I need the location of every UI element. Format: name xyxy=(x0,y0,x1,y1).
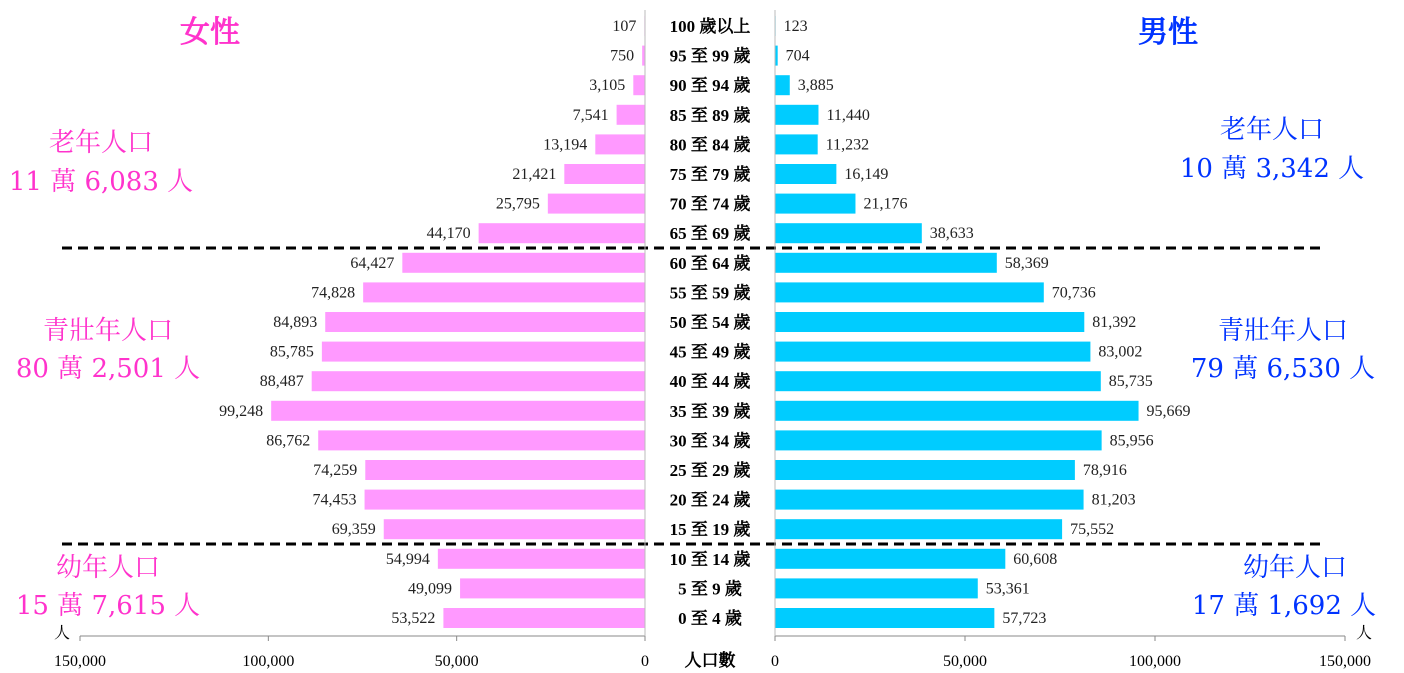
age-label-20-24: 20 至 24 歲 xyxy=(669,490,751,510)
male-bar-15-19 xyxy=(775,519,1062,539)
male-bar-5-9 xyxy=(775,578,978,598)
female-value-label: 49,099 xyxy=(408,580,453,598)
male-value-label: 58,369 xyxy=(1004,254,1049,272)
female-bar-5-9 xyxy=(460,578,645,598)
female-elderly-label: 老年人口 xyxy=(48,128,154,158)
female-bar-10-14 xyxy=(438,549,645,569)
age-label-85-89: 85 至 89 歲 xyxy=(669,105,751,125)
age-label-50-54: 50 至 54 歲 xyxy=(669,313,751,332)
female-working-label: 青壯年人口 xyxy=(42,316,174,346)
female-value-label: 21,421 xyxy=(512,166,557,183)
male-bar-10-14 xyxy=(775,549,1005,569)
female-bar-30-34 xyxy=(318,430,645,450)
female-bar-60-64 xyxy=(402,253,645,273)
male-value-label: 81,392 xyxy=(1092,314,1137,331)
female-bar-45-49 xyxy=(322,342,645,362)
female-bar-25-29 xyxy=(365,460,645,480)
female-bar-20-24 xyxy=(365,490,645,510)
female-bar-75-79 xyxy=(564,164,645,184)
male-value-label: 70,736 xyxy=(1051,284,1096,302)
male-youth-label: 幼年人口 xyxy=(1242,553,1348,583)
male-bar-55-59 xyxy=(775,282,1044,302)
male-value-label: 11,232 xyxy=(825,136,870,154)
age-label-30-34: 30 至 34 歲 xyxy=(669,431,751,451)
female-bar-65-69 xyxy=(479,223,645,243)
male-bar-45-49 xyxy=(775,342,1090,362)
x-tick-label-left: 0 xyxy=(641,653,649,670)
male-value-label: 85,956 xyxy=(1109,432,1154,450)
male-value-label: 95,669 xyxy=(1146,402,1191,420)
female-value-label: 750 xyxy=(610,47,635,65)
female-value-label: 25,795 xyxy=(495,195,540,213)
age-label-35-39: 35 至 39 歲 xyxy=(669,401,751,421)
male-value-label: 60,608 xyxy=(1013,550,1058,568)
male-working-label: 青壯年人口 xyxy=(1217,316,1349,346)
age-label-15-19: 15 至 19 歲 xyxy=(669,520,751,540)
male-bar-90-94 xyxy=(775,75,790,95)
age-group-labels xyxy=(670,16,751,628)
female-bar-70-74 xyxy=(548,194,645,214)
female-value-label: 99,248 xyxy=(219,402,264,420)
female-bar-50-54 xyxy=(325,312,645,332)
x-tick-label-left: 150,000 xyxy=(54,653,106,670)
male-value-label: 85,735 xyxy=(1108,373,1153,391)
female-bar-0-4 xyxy=(443,608,645,628)
female-value-label: 69,359 xyxy=(331,521,376,539)
male-bar-70-74 xyxy=(775,194,855,214)
female-bar-35-39 xyxy=(271,401,645,421)
age-label-70-74: 70 至 74 歲 xyxy=(669,194,751,214)
age-label-80-84: 80 至 84 歲 xyxy=(669,135,751,155)
female-value-label: 85,785 xyxy=(269,343,314,361)
age-label-40-44: 40 至 44 歲 xyxy=(669,372,751,392)
female-value-label: 86,762 xyxy=(266,432,311,450)
female-value-label: 64,427 xyxy=(350,254,395,272)
age-label-25-29: 25 至 29 歲 xyxy=(669,461,751,480)
female-elderly-total: 11 萬 6,083 人 xyxy=(8,167,194,197)
male-bar-35-39 xyxy=(775,401,1139,421)
male-bar-20-24 xyxy=(775,490,1084,510)
male-value-label: 78,916 xyxy=(1082,462,1127,479)
female-title: 女性 xyxy=(180,15,240,50)
male-value-label: 11,440 xyxy=(826,106,870,124)
female-value-label: 3,105 xyxy=(589,77,626,95)
male-youth-total: 17 萬 1,692 人 xyxy=(1191,591,1377,621)
x-tick-label-right: 100,000 xyxy=(1129,653,1181,670)
male-bar-0-4 xyxy=(775,608,994,628)
age-label-65-69: 65 至 69 歲 xyxy=(669,224,751,244)
female-youth-total: 15 萬 7,615 人 xyxy=(15,591,201,621)
male-value-label: 75,552 xyxy=(1070,521,1115,539)
x-tick-label-left: 50,000 xyxy=(434,653,479,670)
male-bars xyxy=(775,16,1191,628)
male-value-label: 3,885 xyxy=(797,77,834,95)
female-value-label: 74,453 xyxy=(312,491,357,509)
male-bar-30-34 xyxy=(775,430,1102,450)
female-value-label: 74,259 xyxy=(313,462,358,479)
male-value-label: 81,203 xyxy=(1091,491,1136,509)
female-bar-85-89 xyxy=(617,105,645,125)
x-tick-label-right: 0 xyxy=(771,653,779,670)
age-label-55-59: 55 至 59 歲 xyxy=(669,283,751,303)
female-bar-15-19 xyxy=(384,519,645,539)
female-value-label: 54,994 xyxy=(385,550,430,568)
male-working-total: 79 萬 6,530 人 xyxy=(1190,354,1376,384)
female-value-label: 53,522 xyxy=(391,610,436,627)
age-label-45-49: 45 至 49 歲 xyxy=(669,342,751,362)
male-bar-75-79 xyxy=(775,164,836,184)
x-axis-unit-right: 人 xyxy=(1355,625,1373,642)
female-youth-label: 幼年人口 xyxy=(55,553,161,583)
age-label-5-9: 5 至 9 歲 xyxy=(678,579,742,599)
male-title: 男性 xyxy=(1138,15,1198,50)
male-value-label: 53,361 xyxy=(985,580,1030,598)
female-value-label: 74,828 xyxy=(311,284,356,302)
female-value-label: 13,194 xyxy=(543,136,588,154)
male-bar-65-69 xyxy=(775,223,922,243)
female-bar-90-94 xyxy=(633,75,645,95)
male-bar-85-89 xyxy=(775,105,818,125)
female-bar-80-84 xyxy=(595,134,645,154)
male-elderly-label: 老年人口 xyxy=(1219,115,1325,145)
female-value-label: 84,893 xyxy=(273,314,318,331)
x-tick-label-right: 50,000 xyxy=(943,653,987,670)
male-bar-25-29 xyxy=(775,460,1075,480)
age-label-95-99: 95 至 99 歲 xyxy=(669,46,751,66)
male-value-label: 704 xyxy=(785,47,810,65)
female-value-label: 44,170 xyxy=(426,225,471,243)
male-value-label: 21,176 xyxy=(863,195,908,213)
male-bar-60-64 xyxy=(775,253,997,273)
female-working-total: 80 萬 2,501 人 xyxy=(15,354,201,384)
female-value-label: 107 xyxy=(612,18,637,35)
male-elderly-total: 10 萬 3,342 人 xyxy=(1179,154,1365,184)
x-tick-label-right: 150,000 xyxy=(1319,653,1371,670)
age-label-60-64: 60 至 64 歲 xyxy=(669,253,751,273)
male-value-label: 38,633 xyxy=(929,225,974,243)
female-bar-55-59 xyxy=(363,282,645,302)
female-value-label: 88,487 xyxy=(259,373,304,391)
age-label-100plus: 100 歲以上 xyxy=(669,17,751,36)
male-value-label: 123 xyxy=(783,18,808,35)
male-bar-80-84 xyxy=(775,134,818,154)
male-bar-50-54 xyxy=(775,312,1084,332)
male-value-label: 57,723 xyxy=(1002,610,1047,627)
x-tick-label-left: 100,000 xyxy=(242,653,295,670)
age-label-10-14: 10 至 14 歲 xyxy=(669,549,751,569)
age-label-0-4: 0 至 4 歲 xyxy=(678,609,742,628)
female-value-label: 7,541 xyxy=(572,106,609,124)
male-bar-40-44 xyxy=(775,371,1101,391)
age-label-75-79: 75 至 79 歲 xyxy=(669,165,751,184)
male-value-label: 83,002 xyxy=(1098,343,1143,361)
x-axis-title: 人口數 xyxy=(684,651,736,671)
male-value-label: 16,149 xyxy=(844,166,889,183)
age-label-90-94: 90 至 94 歲 xyxy=(669,76,751,96)
female-bar-40-44 xyxy=(312,371,645,391)
x-axis-unit-left: 人 xyxy=(53,625,71,642)
female-bars xyxy=(219,16,645,628)
